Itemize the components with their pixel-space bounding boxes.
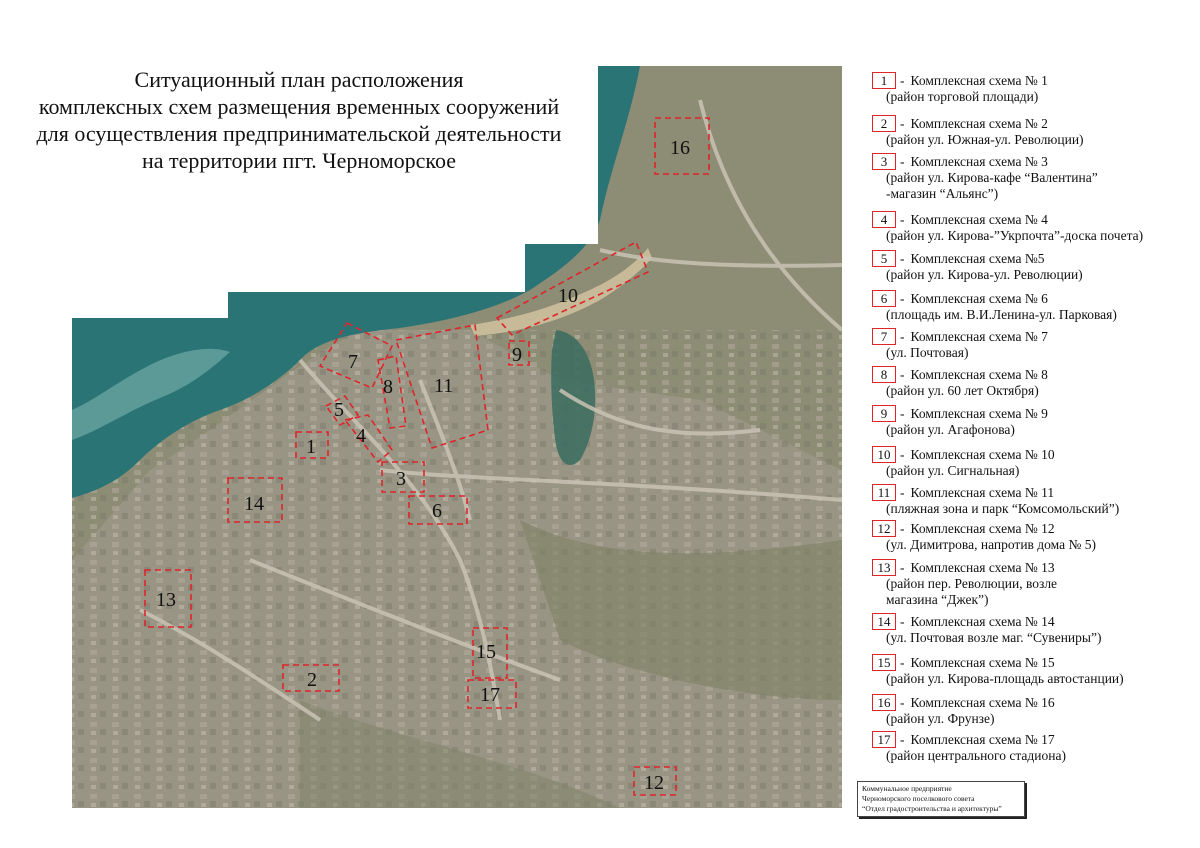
- legend-item: [872, 731, 1194, 764]
- legend-description: (район ул. Кирова-кафе “Валентина”: [886, 170, 1098, 185]
- legend-dash: -: [900, 559, 905, 575]
- legend-description: (площадь им. В.И.Ленина-ул. Парковая): [886, 307, 1117, 322]
- legend-dash: -: [900, 446, 905, 462]
- legend-item: [872, 290, 1194, 323]
- zone-label: 11: [434, 375, 454, 397]
- legend-description: -магазин “Альянс”): [886, 186, 999, 201]
- legend-dash: -: [900, 694, 905, 710]
- zone-label: 3: [396, 468, 406, 490]
- legend-item: [872, 153, 1194, 202]
- legend-description: (район ул. Сигнальная): [886, 463, 1020, 478]
- legend-description: (район ул. Кирова-”Укрпочта”-доска почета): [886, 228, 1144, 243]
- legend-title: Комплексная схема № 6: [910, 290, 1048, 306]
- legend-title: Комплексная схема № 16: [910, 694, 1055, 710]
- stamp-line: Черноморского поселкового совета: [862, 794, 975, 803]
- legend-number: 13: [872, 559, 896, 576]
- legend-dash: -: [900, 290, 905, 306]
- legend-item: [872, 520, 1194, 553]
- legend-number: 14: [872, 613, 896, 630]
- map-title-line: Ситуационный план расположения: [134, 67, 464, 92]
- legend-dash: -: [900, 520, 905, 536]
- organization-stamp: [857, 781, 1025, 817]
- legend-title: Комплексная схема № 12: [910, 520, 1055, 536]
- legend-dash: -: [900, 613, 905, 629]
- legend-title: Комплексная схема № 17: [910, 731, 1055, 747]
- zone-label: 1: [306, 436, 316, 458]
- zone-label: 13: [156, 589, 176, 611]
- legend-description: (ул. Димитрова, напротив дома № 5): [886, 537, 1096, 552]
- legend-title: Комплексная схема № 11: [910, 484, 1055, 500]
- legend-description: (район ул. 60 лет Октября): [886, 383, 1039, 398]
- legend-description: магазина “Джек”): [886, 592, 989, 607]
- zone-label: 10: [558, 285, 578, 307]
- legend-dash: -: [900, 328, 905, 344]
- legend-description: (район ул. Агафонова): [886, 422, 1015, 437]
- legend-description: (район пер. Революции, возле: [886, 576, 1058, 591]
- legend-item: [872, 115, 1194, 148]
- stamp-line: “Отдел градостроительства и архитектуры”: [862, 804, 1002, 813]
- legend-number: 9: [872, 405, 896, 422]
- legend-number: 10: [872, 446, 896, 463]
- legend-item: [872, 484, 1194, 517]
- legend-item: [872, 446, 1194, 479]
- legend-item: [872, 211, 1194, 244]
- legend-item: [872, 72, 1194, 105]
- legend-title: Комплексная схема № 14: [910, 613, 1055, 629]
- map-title-line: для осуществления предпринимательской деятельности: [36, 121, 562, 146]
- legend-title: Комплексная схема № 15: [910, 654, 1055, 670]
- legend-number: 2: [872, 115, 896, 132]
- legend-description: (ул. Почтовая): [886, 345, 969, 360]
- legend-number: 4: [872, 211, 896, 228]
- zone-label: 5: [334, 399, 344, 421]
- legend-number: 7: [872, 328, 896, 345]
- legend-number: 3: [872, 153, 896, 170]
- legend-dash: -: [900, 366, 905, 382]
- legend-title: Комплексная схема № 10: [910, 446, 1055, 462]
- legend-dash: -: [900, 115, 905, 131]
- legend-title: Комплексная схема № 9: [910, 405, 1048, 421]
- zone-label: 7: [348, 351, 358, 373]
- zone-label: 14: [244, 493, 264, 515]
- legend-number: 11: [872, 484, 896, 501]
- legend-description: (район центрального стадиона): [886, 748, 1066, 763]
- legend-description: (район ул. Фрунзе): [886, 711, 995, 726]
- legend-title: Комплексная схема №5: [910, 250, 1045, 266]
- legend-title: Комплексная схема № 4: [910, 211, 1048, 227]
- legend-item: [872, 328, 1194, 361]
- legend-title: Комплексная схема № 2: [910, 115, 1048, 131]
- legend-dash: -: [900, 153, 905, 169]
- zone-label: 9: [512, 344, 522, 366]
- legend-number: 1: [872, 72, 896, 89]
- legend-item: [872, 613, 1194, 646]
- legend-title: Комплексная схема № 7: [910, 328, 1048, 344]
- legend-dash: -: [900, 211, 905, 227]
- legend-number: 12: [872, 520, 896, 537]
- legend-description: (пляжная зона и парк “Комсомольский”): [886, 501, 1120, 516]
- legend-description: (район ул. Кирова-ул. Революции): [886, 267, 1083, 282]
- legend-dash: -: [900, 250, 905, 266]
- legend-number: 16: [872, 694, 896, 711]
- legend-description: (район торговой площади): [886, 89, 1039, 104]
- legend-description: (район ул. Кирова-площадь автостанции): [886, 671, 1124, 686]
- zone-label: 12: [644, 772, 664, 794]
- legend-number: 8: [872, 366, 896, 383]
- stamp-line: Коммунальное предприятие: [862, 784, 952, 793]
- legend-title: Комплексная схема № 1: [910, 72, 1048, 88]
- legend-dash: -: [900, 72, 905, 88]
- legend-dash: -: [900, 731, 905, 747]
- legend-description: (ул. Почтовая возле маг. “Сувениры”): [886, 630, 1102, 645]
- map-title-line: на территории пгт. Черноморское: [141, 148, 457, 173]
- legend-dash: -: [900, 654, 905, 670]
- map-title-line: комплексных схем размещения временных сооружений: [38, 94, 560, 119]
- legend-title: Комплексная схема № 13: [910, 559, 1055, 575]
- zone-label: 6: [432, 500, 442, 522]
- zone-label: 4: [356, 425, 366, 447]
- zone-label: 17: [480, 684, 500, 706]
- zone-label: 15: [476, 641, 496, 663]
- legend-number: 17: [872, 731, 896, 748]
- legend-item: [872, 654, 1194, 687]
- legend-item: [872, 366, 1194, 399]
- zone-label: 16: [670, 137, 690, 159]
- legend-number: 6: [872, 290, 896, 307]
- legend-number: 5: [872, 250, 896, 267]
- zone-label: 8: [383, 376, 393, 398]
- legend-dash: -: [900, 405, 905, 421]
- legend-item: [872, 559, 1194, 608]
- zone-label: 2: [307, 669, 317, 691]
- legend-item: [872, 250, 1194, 283]
- legend-number: 15: [872, 654, 896, 671]
- legend-title: Комплексная схема № 3: [910, 153, 1048, 169]
- legend-item: [872, 694, 1194, 727]
- legend-title: Комплексная схема № 8: [910, 366, 1048, 382]
- legend-dash: -: [900, 484, 905, 500]
- legend-item: [872, 405, 1194, 438]
- legend-description: (район ул. Южная-ул. Революции): [886, 132, 1084, 147]
